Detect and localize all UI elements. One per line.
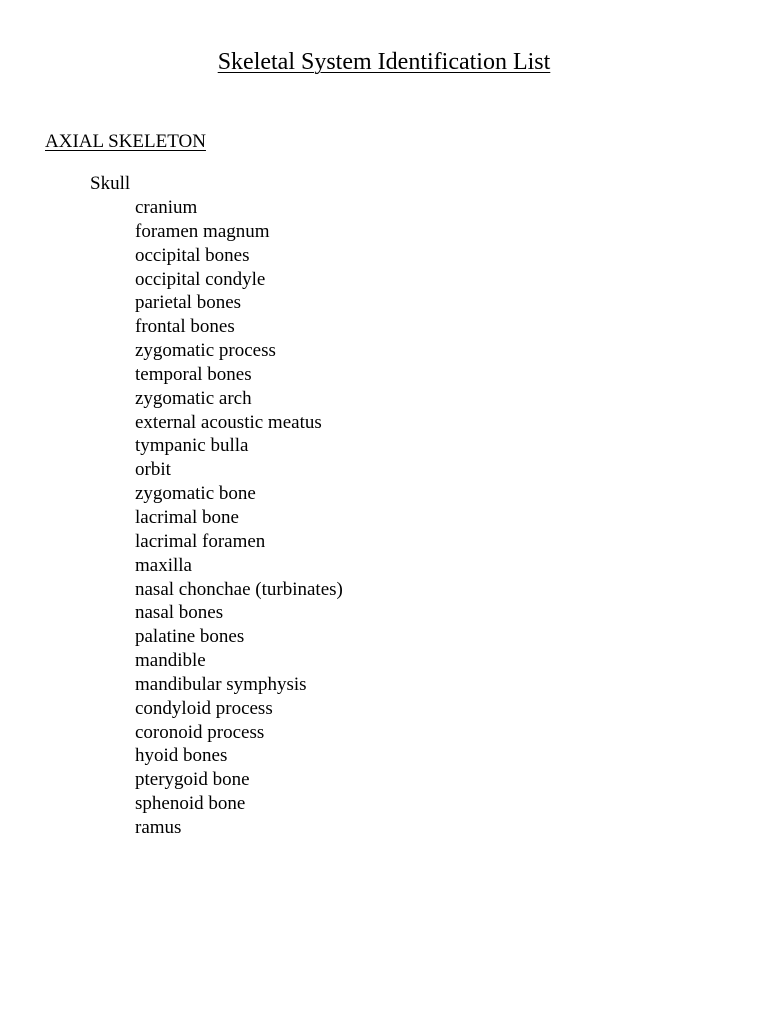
list-item: zygomatic process bbox=[135, 340, 276, 362]
list-item: coronoid process bbox=[135, 721, 265, 743]
list-item: nasal chonchae (turbinates) bbox=[135, 578, 343, 600]
list-item: temporal bones bbox=[135, 363, 252, 385]
list-item: condyloid process bbox=[135, 697, 273, 719]
list-item: zygomatic arch bbox=[135, 387, 252, 409]
list-item: external acoustic meatus bbox=[135, 411, 322, 433]
list-item: sphenoid bone bbox=[135, 793, 246, 815]
list-item: occipital bones bbox=[135, 244, 250, 266]
section-heading-axial-skeleton: AXIAL SKELETON bbox=[45, 131, 206, 152]
document-title: Skeletal System Identification List bbox=[217, 49, 551, 75]
list-item: parietal bones bbox=[135, 292, 242, 314]
list-item: mandible bbox=[135, 650, 206, 672]
list-item: cranium bbox=[135, 197, 198, 218]
list-item: lacrimal bone bbox=[135, 506, 239, 528]
list-item: maxilla bbox=[135, 554, 192, 576]
list-item: occipital condyle bbox=[135, 268, 266, 290]
list-item: hyoid bones bbox=[135, 745, 228, 767]
list-item: orbit bbox=[135, 459, 171, 481]
list-item: mandibular symphysis bbox=[135, 673, 307, 695]
list-item: foramen magnum bbox=[135, 220, 270, 242]
list-item: lacrimal foramen bbox=[135, 530, 266, 552]
group-heading-skull: Skull bbox=[90, 173, 131, 194]
list-item: frontal bones bbox=[135, 316, 235, 338]
list-item: nasal bones bbox=[135, 602, 224, 624]
list-item: tympanic bulla bbox=[135, 435, 249, 457]
list-item: pterygoid bone bbox=[135, 769, 250, 791]
skull-bone-list bbox=[135, 196, 343, 840]
list-item: zygomatic bone bbox=[135, 483, 256, 505]
list-item: ramus bbox=[135, 816, 182, 838]
list-item: palatine bones bbox=[135, 626, 245, 648]
